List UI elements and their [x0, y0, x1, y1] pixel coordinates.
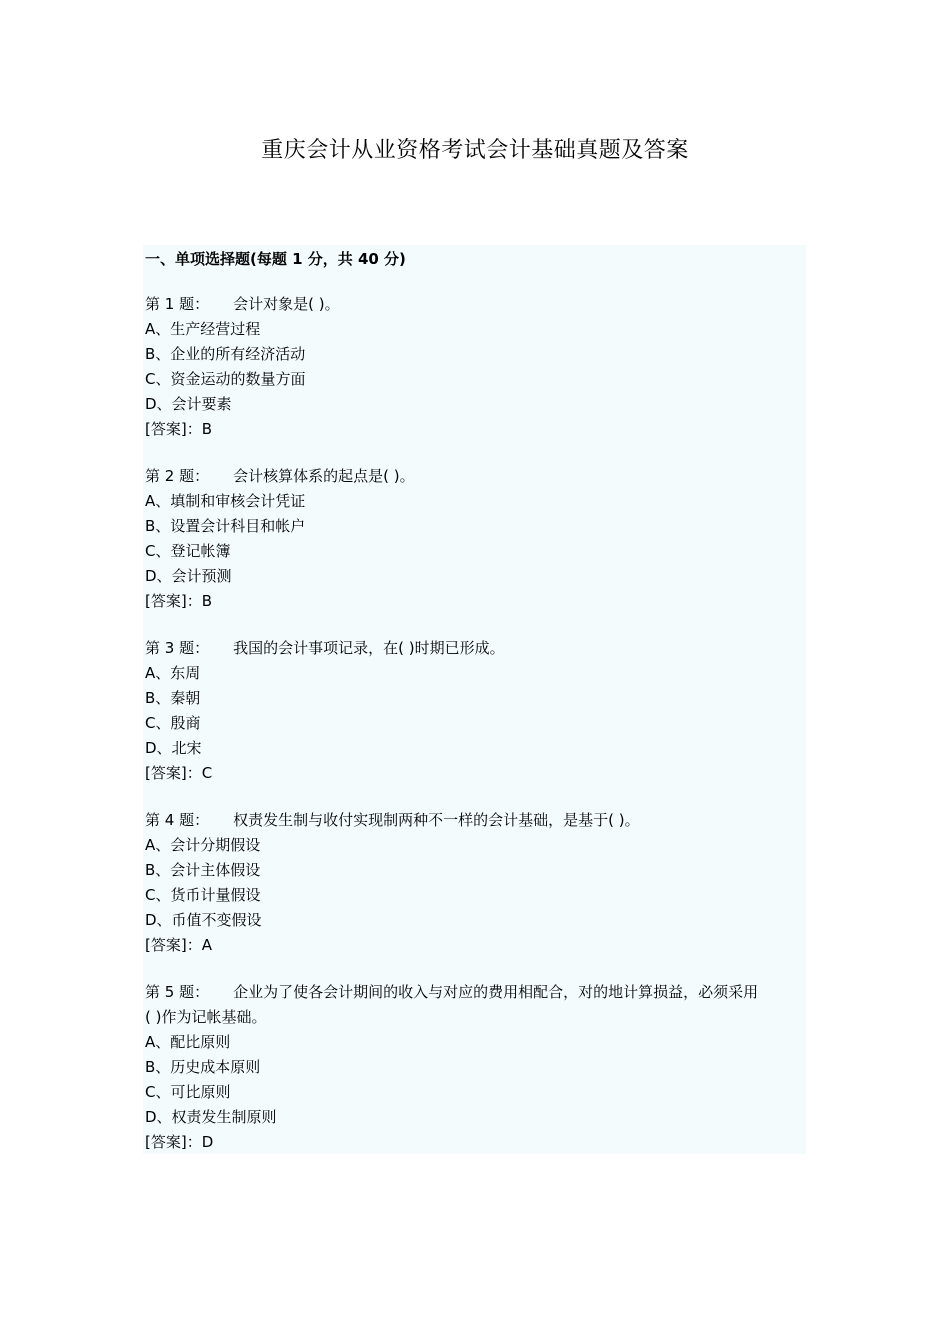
option-a: A、东周	[145, 664, 201, 682]
answer: [答案]：D	[145, 1133, 214, 1151]
option-c: C、货币计量假设	[145, 886, 261, 904]
answer: [答案]：B	[145, 592, 212, 610]
question-number: 第 5 题：	[145, 983, 210, 1001]
question-2	[145, 464, 806, 614]
option-d: D、北宋	[145, 739, 202, 757]
option-a: A、填制和审核会计凭证	[145, 492, 306, 510]
question-stem	[145, 808, 806, 833]
answer: [答案]：A	[145, 936, 212, 954]
option-b: B、设置会计科目和帐户	[145, 517, 306, 535]
option-d: D、币值不变假设	[145, 911, 262, 929]
question-text: 会计对象是( )。	[233, 295, 340, 313]
question-3	[145, 636, 806, 786]
answer: [答案]：B	[145, 420, 212, 438]
question-number: 第 2 题：	[145, 467, 210, 485]
question-number: 第 3 题：	[145, 639, 210, 657]
question-stem	[145, 292, 806, 317]
question-text: 权责发生制与收付实现制两种不一样的会计基础，是基于( )。	[233, 811, 640, 829]
answer: [答案]：C	[145, 764, 213, 782]
question-stem	[145, 980, 806, 1005]
question-number: 第 1 题：	[145, 295, 210, 313]
option-d: D、会计要素	[145, 395, 232, 413]
option-c: C、资金运动的数量方面	[145, 370, 306, 388]
section-heading: 一、单项选择题(每题 1 分，共 40 分)	[145, 250, 406, 268]
option-c: C、可比原则	[145, 1083, 231, 1101]
option-c: C、殷商	[145, 714, 201, 732]
page-title: 重庆会计从业资格考试会计基础真题及答案	[261, 138, 689, 163]
option-a: A、生产经营过程	[145, 320, 261, 338]
option-b: B、秦朝	[145, 689, 201, 707]
option-c: C、登记帐簿	[145, 542, 231, 560]
question-5	[145, 980, 806, 1155]
question-text: 我国的会计事项记录，在( )时期已形成。	[233, 639, 505, 657]
question-text: 会计核算体系的起点是( )。	[233, 467, 415, 485]
question-text: 企业为了使各会计期间的收入与对应的费用相配合，对的地计算损益，必须采用	[233, 983, 759, 1001]
question-text-continued: ( )作为记帐基础。	[145, 1008, 267, 1026]
option-b: B、企业的所有经济活动	[145, 345, 306, 363]
option-b: B、会计主体假设	[145, 861, 261, 879]
question-stem	[145, 464, 806, 489]
question-1	[145, 292, 806, 442]
option-d: D、会计预测	[145, 567, 232, 585]
question-4	[145, 808, 806, 958]
option-d: D、权责发生制原则	[145, 1108, 277, 1126]
question-stem	[145, 636, 806, 661]
option-a: A、会计分期假设	[145, 836, 261, 854]
option-a: A、配比原则	[145, 1033, 231, 1051]
option-b: B、历史成本原则	[145, 1058, 261, 1076]
question-number: 第 4 题：	[145, 811, 210, 829]
question-section	[143, 245, 806, 1154]
